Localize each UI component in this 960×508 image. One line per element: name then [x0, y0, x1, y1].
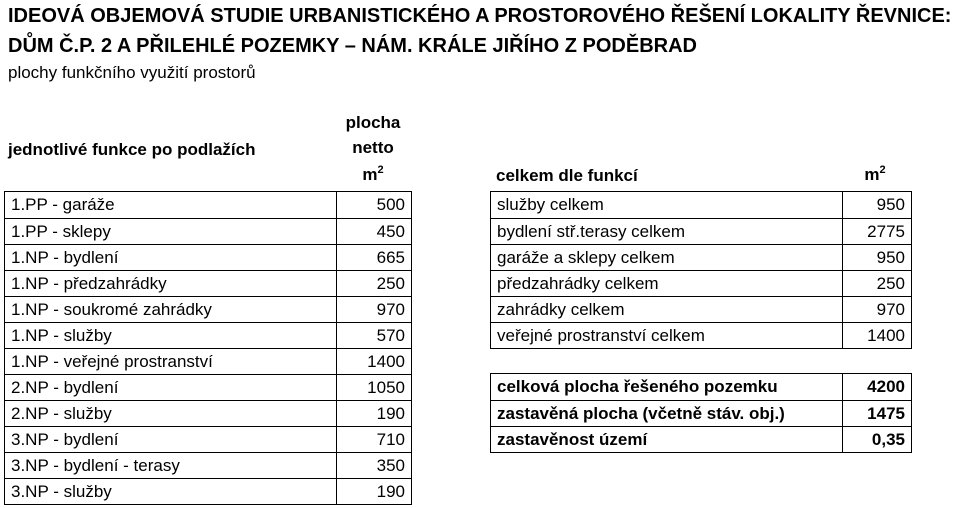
row-value: 350	[336, 453, 411, 478]
row-label: garáže a sklepy celkem	[497, 248, 675, 267]
row-label: 1.NP - předzahrádky	[11, 274, 167, 293]
totals-by-function-table	[490, 191, 912, 349]
table-row	[491, 374, 911, 400]
table-row	[491, 296, 911, 322]
row-value: 950	[842, 192, 911, 218]
row-value: 1475	[842, 401, 911, 426]
row-value: 570	[336, 323, 411, 348]
table-row	[5, 426, 411, 452]
row-label: 3.NP - bydlení - terasy	[11, 456, 180, 475]
left-header-area-line2: netto	[352, 138, 394, 157]
row-label: 3.NP - služby	[11, 482, 112, 501]
unit-exponent: 2	[879, 164, 886, 176]
row-label: bydlení stř.terasy celkem	[497, 222, 686, 241]
row-label: zastavěná plocha (včetně stáv. obj.)	[497, 404, 785, 423]
row-label: služby celkem	[497, 195, 604, 214]
row-label: předzahrádky celkem	[497, 274, 659, 293]
row-value: 450	[336, 219, 411, 244]
row-label: 1.NP - bydlení	[11, 248, 119, 267]
table-row	[5, 348, 411, 374]
row-value: 2775	[842, 219, 911, 244]
row-value: 250	[842, 271, 911, 296]
row-label: 2.NP - bydlení	[11, 378, 119, 397]
table-row	[491, 192, 911, 218]
row-label: zahrádky celkem	[497, 300, 625, 319]
row-value: 1050	[336, 375, 411, 400]
row-value: 710	[336, 427, 411, 452]
unit-exponent: 2	[377, 164, 384, 176]
row-value: 665	[336, 245, 411, 270]
table-row	[5, 244, 411, 270]
row-label: 1.PP - garáže	[11, 195, 115, 214]
row-value: 970	[842, 297, 911, 322]
row-label: zastavěnost území	[497, 430, 648, 449]
row-label: 3.NP - bydlení	[11, 430, 119, 449]
table-row	[5, 374, 411, 400]
row-label: 1.NP - služby	[11, 326, 112, 345]
document-title-line-1: IDEOVÁ OBJEMOVÁ STUDIE URBANISTICKÉHO A PROSTOROVÉHO ŘEŠENÍ LOKALITY ŘEVNICE:	[8, 5, 952, 27]
right-header-unit	[842, 164, 908, 186]
table-row	[491, 322, 911, 348]
row-value: 4200	[842, 374, 911, 400]
floor-functions-table	[4, 191, 412, 505]
summary-table	[490, 373, 912, 453]
document-title-line-2: DŮM Č.P. 2 A PŘILEHLÉ POZEMKY – NÁM. KRÁLE JIŘÍHO Z PODĚBRAD	[8, 35, 697, 57]
row-label: 2.NP - služby	[11, 404, 112, 423]
table-row	[491, 218, 911, 244]
row-value: 950	[842, 245, 911, 270]
table-row	[5, 400, 411, 426]
table-row	[491, 244, 911, 270]
document-subtitle: plochy funkčního využití prostorů	[8, 63, 256, 82]
row-label: 1.NP - veřejné prostranství	[11, 352, 213, 371]
left-header-functions: jednotlivé funkce po podlažích	[8, 140, 256, 159]
right-header-totals: celkem dle funkcí	[496, 166, 638, 185]
row-value: 970	[336, 297, 411, 322]
table-row	[5, 478, 411, 504]
table-row	[5, 452, 411, 478]
row-value: 0,35	[842, 427, 911, 452]
left-header-area-line1: plocha	[345, 113, 401, 132]
row-label: 1.NP - soukromé zahrádky	[11, 300, 212, 319]
table-row	[5, 296, 411, 322]
row-value: 1400	[336, 349, 411, 374]
table-row	[491, 270, 911, 296]
row-value: 1400	[842, 323, 911, 348]
unit-base: m	[362, 165, 378, 184]
row-value: 190	[336, 479, 411, 504]
table-row	[491, 400, 911, 426]
table-row	[5, 218, 411, 244]
table-row	[5, 322, 411, 348]
row-label: celková plocha řešeného pozemku	[497, 377, 778, 396]
table-row	[5, 270, 411, 296]
table-row	[5, 192, 411, 218]
table-row	[491, 426, 911, 452]
unit-base: m	[864, 165, 880, 184]
row-value: 190	[336, 401, 411, 426]
left-header-unit	[336, 164, 410, 186]
row-value: 500	[336, 192, 411, 218]
row-label: veřejné prostranství celkem	[497, 326, 705, 345]
row-label: 1.PP - sklepy	[11, 222, 111, 241]
row-value: 250	[336, 271, 411, 296]
